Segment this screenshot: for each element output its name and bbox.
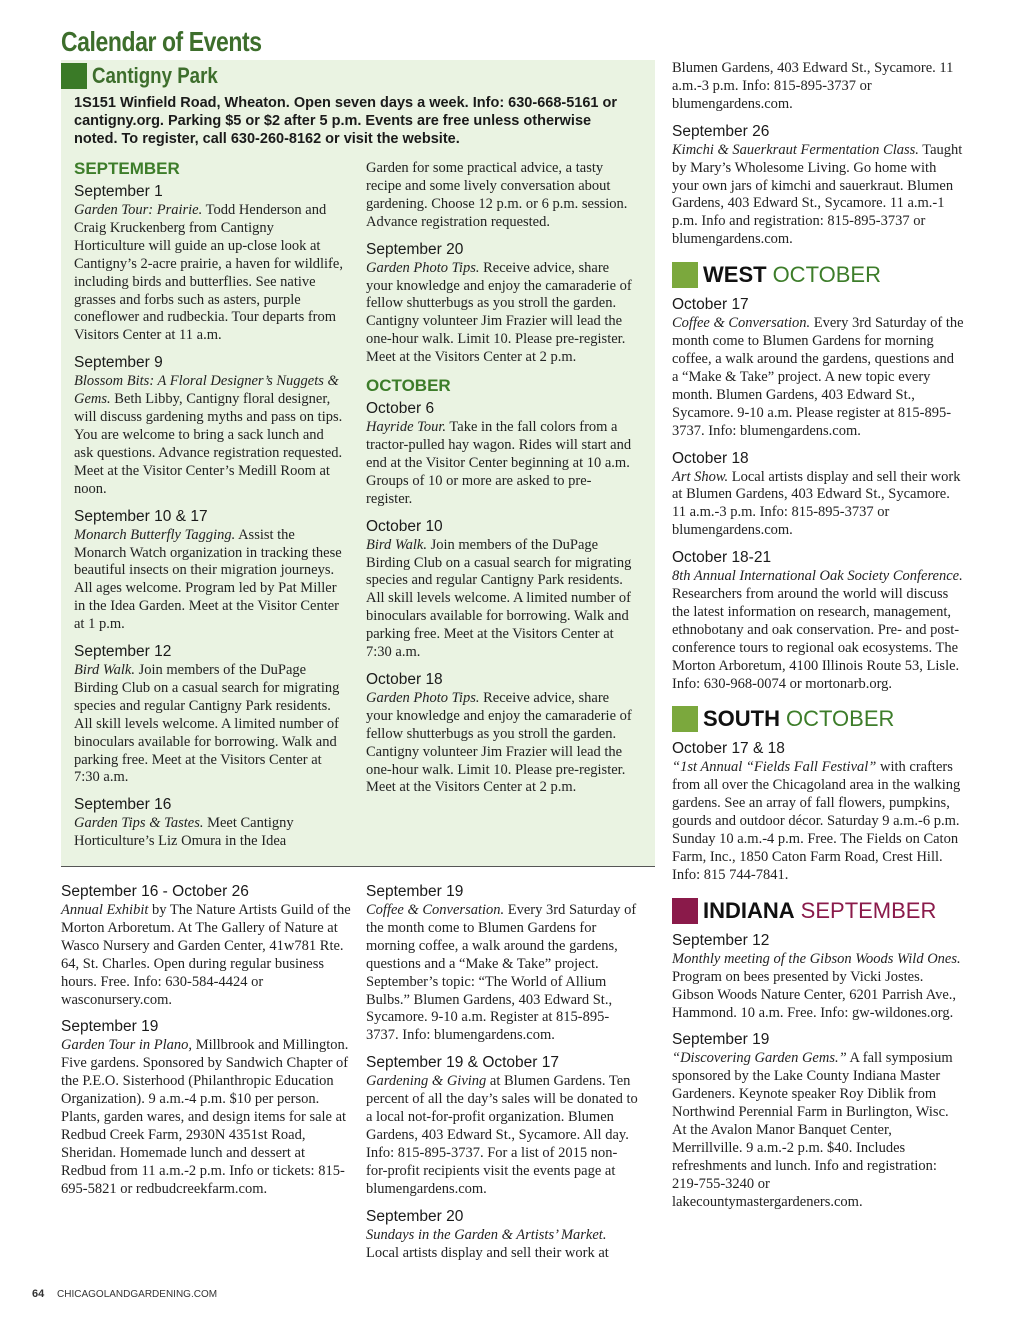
- event-item: [366, 1053, 638, 1198]
- right-col: [672, 60, 964, 1212]
- month-label: SEPTEMBER: [800, 897, 937, 923]
- event-item: [74, 182, 346, 345]
- event-body: at Blumen Gardens. Ten percent of all the day’s sales will be donated to a local not-for-profit organization. Blumen Gardens, 403 Edward St., Sycamore. All day. Info: 815-895-3737. For a list of 2015 non-for-profit recipients visit the events page at blumengardens.com.: [366, 1073, 638, 1197]
- event-description: [672, 142, 964, 249]
- event-description: [366, 537, 636, 662]
- event-item: [672, 295, 964, 440]
- event-item: [672, 548, 964, 693]
- event-description: [74, 527, 346, 634]
- event-item: [672, 931, 964, 1023]
- event-body: Millbrook and Millington. Five gardens. Sponsored by Sandwich Chapter of the P.E.O. Sisterhood (Philanthropic Education Organization). 9 a.m.-4 p.m. $10 per person. Plants, garden wares, and design items for sale at Redbud Creek Farm, 2930N 4351st Road, Sheridan. Homemade lunch and dessert at Redbud from 11 a.m.-2 p.m. Info or tickets: 815-695-5821 or redbudcreekfarm.com.: [61, 1037, 349, 1197]
- event-title: Bird Walk.: [74, 662, 135, 679]
- continued-text: Blumen Gardens, 403 Edward St., Sycamore. 11 a.m.-3 p.m. Info: 815-895-3737 or blumengardens.com.: [672, 60, 954, 112]
- event-date: September 19: [61, 1018, 159, 1036]
- event-item: [366, 399, 636, 509]
- region-square-icon: [672, 898, 698, 924]
- event-title: Art Show.: [672, 468, 729, 485]
- event-title: Monarch Butterfly Tagging.: [74, 526, 236, 543]
- event-title: Gardening & Giving: [366, 1073, 487, 1090]
- event-title: Monthly meeting of the Gibson Woods Wild Ones.: [672, 950, 961, 967]
- event-date: September 16: [74, 796, 172, 814]
- event-title: Sundays in the Garden & Artists’ Market.: [366, 1226, 607, 1243]
- event-title: Hayride Tour.: [366, 419, 447, 436]
- event-description: [672, 315, 964, 440]
- page-title: Calendar of Events: [61, 26, 262, 57]
- event-date: October 17: [672, 296, 749, 314]
- cantigny-heading: [61, 62, 240, 90]
- event-item: [672, 739, 964, 884]
- event-description: [672, 759, 964, 884]
- event-item: [74, 795, 346, 851]
- cantigny-title: Cantigny Park: [92, 63, 218, 88]
- cantigny-col-1: [74, 158, 346, 851]
- cantigny-col-2: [366, 160, 636, 797]
- event-item: [61, 882, 351, 1009]
- month-heading: OCTOBER: [366, 376, 451, 396]
- region-label: WEST: [703, 262, 767, 288]
- event-date: September 20: [366, 240, 464, 258]
- event-date: September 12: [672, 931, 770, 949]
- event-title: Garden Tour: Prairie.: [74, 202, 203, 218]
- event-body: Every 3rd Saturday of the month come to Blumen Gardens for morning coffee, a walk around the gardens, questions and a “Make & Take” project. A new topic every month. Blumen Gardens, 403 Edward St., Sycamore. 9-10 a.m. Please register at 815-895-3737. Info: blumengardens.com.: [672, 315, 964, 439]
- event-date: September 12: [74, 643, 172, 661]
- event-item: [366, 882, 638, 1045]
- event-body: Meet Cantigny Horticulture’s Liz Omura in the Idea: [74, 815, 294, 850]
- event-date: October 17 & 18: [672, 740, 785, 758]
- event-body: A fall symposium sponsored by the Lake County Indiana Master Gardeners. Keynote speaker Roy Diblik from Northwind Perennial Farm in Burlington, Wisc. At the Avalon Manor Banquet Center, Merrillville. 9 a.m.-2 p.m. $40. Includes refreshments and lunch. Info and registration: 219-755-3240 or lakecountymastergardeners.com.: [672, 1050, 953, 1210]
- event-item: [366, 240, 636, 367]
- event-description: [61, 902, 351, 1009]
- event-date: October 10: [366, 517, 443, 535]
- event-date: September 19: [672, 1031, 770, 1049]
- event-description: [74, 373, 346, 498]
- page-number: 64: [32, 1288, 45, 1300]
- event-date: October 6: [366, 400, 435, 418]
- event-item: [366, 1207, 638, 1263]
- event-body: Local artists display and sell their work at Blumen Gardens, 403 Edward St., Sycamore. 11 a.m.-3 p.m. Info: 815-895-3737 or blumengardens.com.: [672, 468, 961, 539]
- continued-text: Garden for some practical advice, a tasty recipe and some lively conversation about gardening. Choose 12 p.m. or 6 p.m. session. Advance registration requested.: [366, 160, 628, 230]
- event-item: [74, 507, 346, 634]
- event-date: October 18-21: [672, 549, 772, 567]
- event-description: [366, 902, 638, 1045]
- event-body: Join members of the DuPage Birding Club on a casual search for migrating species and regular Cantigny Park residents. All skill levels welcome. A limited number of binoculars available for borrowing. Walk and parking free. Meet at the Visitors Center at 7:30 a.m.: [74, 662, 340, 786]
- event-title: Bird Walk.: [366, 536, 427, 553]
- event-body: Receive advice, share your knowledge and enjoy the camaraderie of fellow shutterbugs as you stroll the garden. Cantigny volunteer Jim Frazier will lead the one-hour walk. Limit 10. Please pre-register. Meet at the Visitors Center at 2 p.m.: [366, 689, 632, 796]
- event-date: September 20: [366, 1207, 464, 1225]
- event-body: by The Nature Artists Guild of the Morton Arboretum. At The Gallery of Nature at Wasco Nursery and Garden Center, 41w781 Rte. 64, St. Charles. Open during regular business hours. Free. Info: 630-584-4424 or wasconursery.com.: [61, 902, 351, 1008]
- footer-site: CHICAGOLANDGARDENING.COM: [57, 1289, 218, 1300]
- event-body: Beth Libby, Cantigny floral designer, will discuss gardening myths and pass on tips. You are welcome to bring a sack lunch and ask questions. Advance registration requested. Meet at the Visitor Center’s Medill Room at noon.: [74, 391, 343, 497]
- event-description: [672, 1050, 964, 1211]
- event-body: with crafters from all over the Chicagoland area in the walking gardens. See an array of fall flowers, pumpkins, gourds and outdoor décor. Saturday 9 a.m.-6 p.m. Sunday 10 a.m.-4 p.m. Free. The Fields on Caton Farm, Inc., 1850 Caton Farm Road, Crest Hill. Info: 815 744-7841.: [672, 759, 961, 883]
- event-description: [672, 469, 964, 541]
- event-date: September 16 - October 26: [61, 883, 249, 900]
- event-description: [366, 1073, 638, 1198]
- event-body: Taught by Mary’s Wholesome Living. Go home with your own jars of kimchi and sauerkraut. Blumen Gardens, 403 Edward St., Sycamore. 11 a.m.-1 p.m. Info and registration: 815-895-3737 or blumengardens.com.: [672, 141, 963, 248]
- event-date: September 19: [366, 883, 464, 900]
- event-body: Every 3rd Saturday of the month come to Blumen Gardens for morning coffee, a walk around the gardens, questions and a “Make & Take” project. September’s topic: “The World of Allium Bulbs.” Blumen Gardens, 403 Edward St., Sycamore. 9-10 a.m. Register at 815-895-3737. Info: blumengardens.com.: [366, 902, 637, 1044]
- month-heading: SEPTEMBER: [74, 159, 180, 178]
- region-square-icon: [672, 706, 698, 732]
- event-title: Garden Photo Tips.: [366, 259, 480, 276]
- event-body: Receive advice, share your knowledge and enjoy the camaraderie of fellow shutterbugs as you stroll the garden. Cantigny volunteer Jim Frazier will lead the one-hour walk. Limit 10. Please pre-register. Meet at the Visitors Center at 2 p.m.: [366, 259, 632, 366]
- event-title: Garden Photo Tips.: [366, 689, 480, 706]
- south-october-heading: [672, 705, 964, 733]
- bottom-col-2: [366, 882, 638, 1262]
- region-label: SOUTH: [703, 706, 780, 732]
- region-square-icon: [672, 262, 698, 288]
- event-description: [61, 1037, 351, 1198]
- event-title: “Discovering Garden Gems.”: [672, 1050, 847, 1067]
- event-body: Take in the fall colors from a tractor-pulled hay wagon. Rides will start and end at the Visitor Center beginning at 10 a.m. Groups of 10 or more are asked to pre-register.: [366, 419, 632, 507]
- event-description: [366, 260, 636, 367]
- event-title: Blossom Bits: A Floral Designer’s Nuggets & Gems.: [74, 373, 339, 408]
- event-body: Program on bees presented by Vicki Jostes. Gibson Woods Nature Center, 6201 Parrish Ave., Hammond. 10 a.m. Free. Info: gw-wildones.org.: [672, 968, 957, 1021]
- event-item: [74, 642, 346, 787]
- indiana-september-heading: [672, 897, 964, 925]
- event-date: September 19 & October 17: [366, 1054, 560, 1072]
- event-title: Coffee & Conversation.: [672, 315, 811, 332]
- event-item: [366, 670, 636, 797]
- event-description: [74, 815, 346, 851]
- cantigny-info: 1S151 Winfield Road, Wheaton. Open seven days a week. Info: 630-668-5161 or cantigny.org. Parking $5 or $2 after 5 p.m. Events are free unless otherwise noted. To register, call 630-260-8162 or visit the website.: [74, 95, 617, 147]
- event-date: September 9: [74, 354, 163, 372]
- event-title: Annual Exhibit: [61, 902, 149, 918]
- event-item: [672, 1030, 964, 1211]
- section-square-icon: [61, 63, 87, 89]
- page-footer: [32, 1288, 217, 1300]
- event-body: Researchers from around the world will discuss the latest information on research, management, ethnobotany and oak conservation. Pre- and post-conference tours to regional oak ecosystems. The Morton Arboretum, 4100 Illinois Route 53, Lisle. Info: 630-968-0074 or mortonarb.org.: [672, 586, 960, 692]
- event-date: October 18: [672, 449, 749, 467]
- cantigny-park-box: [61, 60, 655, 867]
- event-body: Join members of the DuPage Birding Club on a casual search for migrating species and regular Cantigny Park residents. All skill levels welcome. A limited number of binoculars available for borrowing. Walk and parking free. Meet at the Visitors Center at 7:30 a.m.: [366, 536, 632, 661]
- event-date: September 26: [672, 122, 770, 140]
- event-item: [672, 449, 964, 541]
- event-body: Local artists display and sell their work at: [366, 1244, 609, 1261]
- event-title: Garden Tips & Tastes.: [74, 815, 204, 832]
- event-description: [672, 568, 964, 693]
- event-description: [672, 951, 964, 1023]
- event-date: October 18: [366, 670, 443, 688]
- event-description: [366, 1227, 638, 1263]
- event-item: [74, 353, 346, 498]
- event-date: September 1: [74, 183, 163, 200]
- event-title: 8th Annual International Oak Society Conference.: [672, 568, 963, 585]
- month-label: OCTOBER: [772, 262, 881, 288]
- region-label: INDIANA: [703, 897, 795, 923]
- event-description: [366, 690, 636, 797]
- event-title: Garden Tour in Plano,: [61, 1037, 193, 1054]
- event-date: September 10 & 17: [74, 507, 208, 525]
- event-title: Kimchi & Sauerkraut Fermentation Class.: [672, 141, 919, 158]
- event-description: [366, 419, 636, 509]
- event-body: Todd Henderson and Craig Kruckenberg from Cantigny Horticulture will guide an up-close look at Cantigny’s 2-acre prairie, a haven for wildlife, including birds and butterflies. See native grasses and forbs such as asters, purple coneflower and rudbeckia. Tour departs from Visitors Center at 11 a.m.: [74, 202, 343, 344]
- event-description: [74, 202, 346, 345]
- event-item: [366, 517, 636, 662]
- month-label: OCTOBER: [786, 706, 895, 732]
- west-october-heading: [672, 261, 964, 289]
- event-item: [672, 122, 964, 249]
- event-item: [61, 1017, 351, 1198]
- event-title: Coffee & Conversation.: [366, 902, 505, 918]
- event-description: [74, 662, 346, 787]
- event-title: “1st Annual “Fields Fall Festival”: [672, 759, 877, 776]
- event-body: Assist the Monarch Watch organization in tracking these beautiful insects on their migration journeys. All ages welcome. Program led by Pat Miller in the Idea Garden. Meet at the Visitor Center at 1 p.m.: [74, 526, 342, 633]
- bottom-col-1: [61, 882, 351, 1199]
